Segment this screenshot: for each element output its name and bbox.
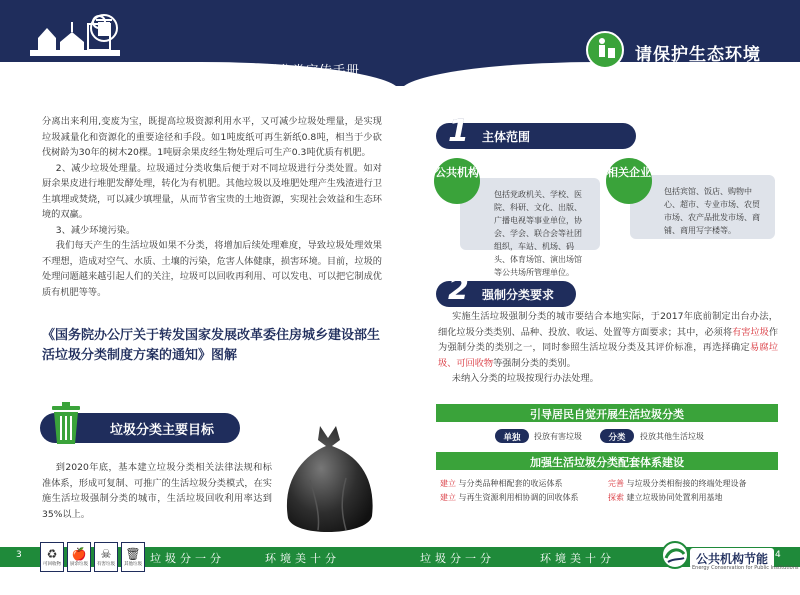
text-segment: 等强制分类的类别。 xyxy=(493,357,576,369)
support-item xyxy=(608,492,723,503)
page-number-right: 4 xyxy=(775,550,781,560)
garbage-can-icon xyxy=(48,400,84,448)
left-body-text xyxy=(42,114,382,300)
footer-slogan: 环境美十分 xyxy=(540,552,615,565)
text-segment: 作为强制分类的类别之一，同时参照生活垃圾分类及其评价标准，再选择确定 xyxy=(438,326,779,353)
category-box-enterprise: 包括宾馆、饭店、购物中心、超市、专业市场、农贸市场、农产品批发市场、商铺、商用写字楼等。 xyxy=(630,175,775,239)
guide-tag: 单独 xyxy=(495,429,529,443)
section2-text xyxy=(438,309,778,387)
bin-label: 有害垃圾 xyxy=(97,562,115,567)
section1-heading: 主体范围 xyxy=(436,123,636,149)
support-item xyxy=(440,492,579,503)
recycle-icon: ♻ 可回收物 xyxy=(40,542,64,572)
food-waste-icon: 🍎 厨余垃圾 xyxy=(67,542,91,572)
header-slogan: 请保护生态环境 xyxy=(635,45,761,65)
brand-name: 公共机构节能 xyxy=(690,548,774,569)
other-waste-icon: 🗑 其他垃圾 xyxy=(121,542,145,572)
brand-logo-icon xyxy=(660,540,690,570)
guide-text: 投放其他生活垃圾 xyxy=(640,432,704,441)
support-keyword: 探索 xyxy=(608,493,624,502)
support-item xyxy=(608,478,747,489)
guide-tag: 分类 xyxy=(600,429,634,443)
footer-slogan: 垃圾分一分 xyxy=(420,552,495,565)
guide-bar: 引导居民自觉开展生活垃圾分类 xyxy=(436,404,778,422)
brand-subtitle: Energy Conservation for Public Institutions xyxy=(692,565,799,571)
goal-section-heading: 垃圾分类主要目标 xyxy=(40,413,240,443)
goal-text: 到2020年底，基本建立垃圾分类相关法律法规和标准体系，形成可复制、可推广的生活垃圾分类模式，在实施生活垃圾强制分类的城市，生活垃圾回收利用率达到35%以上。 xyxy=(42,462,272,520)
bin-label: 其他垃圾 xyxy=(124,562,142,567)
bin-label: 可回收物 xyxy=(43,562,61,567)
highlight-hazardous: 有害垃圾 xyxy=(732,326,769,338)
category-label-public: 公共机构 xyxy=(434,158,480,204)
section2-heading: 强制分类要求 xyxy=(436,281,576,307)
text-segment: 实施生活垃圾强制分类的城市要结合本地实际，于2017年底前制定出台办法，细化垃圾分类类别、品种、投放、收运、处置等方面要求；其中，必须将 xyxy=(438,311,778,338)
support-bar: 加强生活垃圾分类配套体系建设 xyxy=(436,452,778,470)
support-keyword: 建立 xyxy=(440,493,456,502)
paragraph: 2、减少垃圾处理量。垃圾通过分类收集后便于对不同垃圾进行分类处置。如对厨余果皮进行堆肥发酵处理，转化为有机肥。其他垃圾以及堆肥处理产生残渣进行卫生填埋或焚烧，可以减少填埋量，从而节省宝贵的土地资源，实现社会效益和生态环境的双赢。 xyxy=(42,162,382,220)
paragraph: 3、减少环境污染。 xyxy=(55,224,136,236)
bin-label: 厨余垃圾 xyxy=(70,562,88,567)
support-text: 与分类品种相配套的收运体系 xyxy=(458,479,563,488)
guide-text: 投放有害垃圾 xyxy=(534,432,582,441)
support-text: 建立垃圾协同处置利用基地 xyxy=(626,493,723,502)
category-label-enterprise: 相关企业 xyxy=(606,158,652,204)
footer-slogan: 环境美十分 xyxy=(265,552,340,565)
garbage-bag-image xyxy=(280,420,380,540)
support-text: 与再生资源利用相协调的回收体系 xyxy=(458,493,579,502)
page-title: 安徽省公共机构生活垃圾分类宣传手册 xyxy=(130,64,360,79)
footer-slogan: 垃圾分一分 xyxy=(150,552,225,565)
trash-bin-icon xyxy=(90,12,118,48)
waste-category-icons xyxy=(40,542,150,574)
hazard-icon: ☠ 有害垃圾 xyxy=(94,542,118,572)
recycle-person-icon xyxy=(585,30,625,70)
paragraph: 我们每天产生的生活垃圾如果不分类，将增加后续处理难度，导致垃圾处理效果不理想，造成对空气、水质、土壤的污染，危害人体健康，损害环境。目前，垃圾的处理问题越来越引起人们的关注，垃圾可以回收再利用、可以发电、可以把它制成优质有机肥等等。 xyxy=(42,240,382,298)
paragraph: 分离出来利用,变废为宝，既提高垃圾资源利用水平，又可减少垃圾处理量，是实现垃圾减量化和资源化的重要途径和手段。如1吨废纸可再生新纸0.8吨，相当于少砍伐树龄为30年的树木20棵。1吨厨余果皮经生物处理后可生产0.3吨优质有机肥。 xyxy=(42,116,382,158)
section2-number: 2 xyxy=(448,272,469,307)
policy-title: 《国务院办公厅关于转发国家发展改革委住房城乡建设部生活垃圾分类制度方案的通知》图解 xyxy=(42,328,381,363)
support-item xyxy=(440,478,563,489)
category-box-public: 包括党政机关、学校、医院、科研、文化、出版、广播电视等事业单位，协会、学会、联合会等社团组织，车站、机场、码头、体育场馆、演出场馆等公共场所管理单位。 xyxy=(460,178,600,250)
text-segment: 未纳入分类的垃圾按现行办法处理。 xyxy=(451,373,599,384)
support-keyword: 建立 xyxy=(440,479,456,488)
support-keyword: 完善 xyxy=(608,479,624,488)
page-number-left: 3 xyxy=(16,550,22,560)
highlight-perishable: 易腐垃圾、可回收物 xyxy=(438,342,779,369)
section1-number: 1 xyxy=(448,114,469,149)
support-text: 与垃圾分类相衔接的终端处理设备 xyxy=(626,479,747,488)
